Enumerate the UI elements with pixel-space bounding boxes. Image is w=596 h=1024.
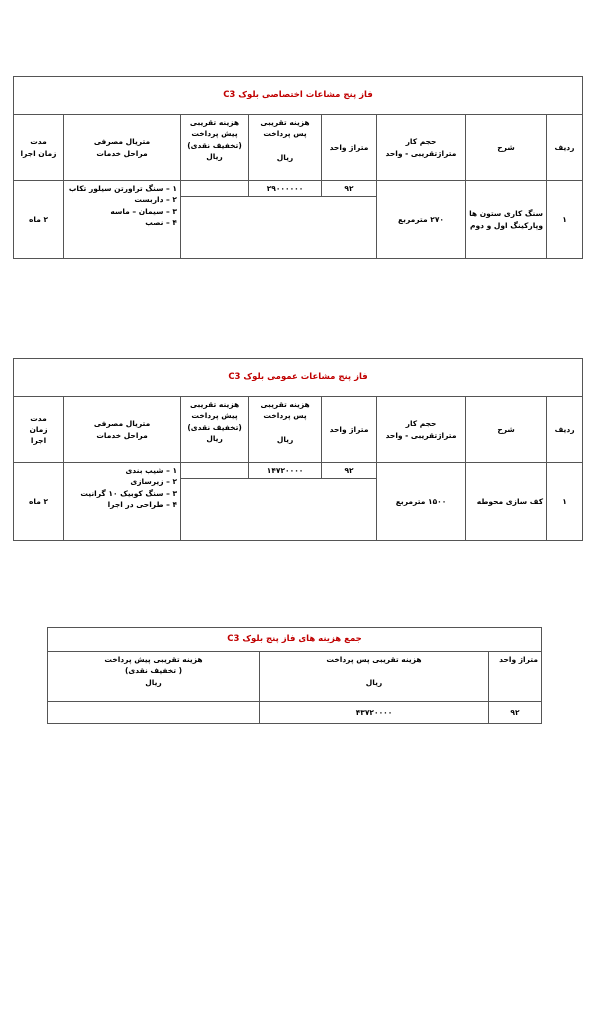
header-duration: مدت زمان اجرا xyxy=(14,115,64,181)
header-volume: حجم کار متراژتقریبی - واحد xyxy=(377,397,466,463)
row-unit-area: ۹۲ xyxy=(322,181,377,197)
header-material: متریال مصرفی مراحل خدمات xyxy=(64,115,181,181)
header-row-number: ردیف xyxy=(547,397,583,463)
list-item: ۲ – داربست xyxy=(134,195,177,205)
row-description: سنگ کاری ستون ها وپارکینگ اول و دوم xyxy=(466,181,547,259)
table2-title: فاز پنج مشاعات عمومی بلوک C3 xyxy=(14,359,583,397)
row-volume: ۱۵۰۰ مترمربع xyxy=(377,463,466,541)
row-pre-payment xyxy=(181,181,249,197)
row-empty-span xyxy=(181,479,377,541)
header-description: شرح xyxy=(466,397,547,463)
row-number: ۱ xyxy=(547,181,583,259)
row-unit-area: ۹۲ xyxy=(489,702,542,724)
list-item: ۱ – سنگ تراورتن سیلور تکاب xyxy=(68,184,177,193)
header-post-payment: هزینه تقریبی پس پرداخت ریال xyxy=(249,397,322,463)
header-pre-payment: هزینه تقریبی پیش پرداخت ( تخفیف نقدی) ریال xyxy=(48,652,260,702)
row-post-payment: ۴۳۷۲۰۰۰۰ xyxy=(260,702,489,724)
row-empty-span xyxy=(181,197,377,259)
header-pre-payment: هزینه تقریبی پیش پرداخت (تخفیف نقدی) ریال xyxy=(181,397,249,463)
row-pre-payment xyxy=(48,702,260,724)
header-unit-area: متراژ واحد xyxy=(322,397,377,463)
header-description: شرح xyxy=(466,115,547,181)
row-post-payment: ۲۹۰۰۰۰۰۰ xyxy=(249,181,322,197)
row-post-payment: ۱۴۷۲۰۰۰۰ xyxy=(249,463,322,479)
header-material: متریال مصرفی مراحل خدمات xyxy=(64,397,181,463)
list-item: ۲ – زیرسازی xyxy=(130,477,178,487)
table3-title: جمع هزینه های فاز پنج بلوک C3 xyxy=(48,628,542,652)
list-item: ۴ – طراحی در اجرا xyxy=(107,499,178,509)
list-item: ۱ – شیب بندی xyxy=(125,466,178,475)
row-description: کف سازی محوطه xyxy=(466,463,547,541)
row-duration: ۲ ماه xyxy=(14,463,64,541)
header-row-number: ردیف xyxy=(547,115,583,181)
specific-common-areas-table xyxy=(13,76,583,259)
header-unit-area: متراژ واحد xyxy=(489,652,542,702)
header-volume: حجم کار متراژتقریبی - واحد xyxy=(377,115,466,181)
row-number: ۱ xyxy=(547,463,583,541)
row-unit-area: ۹۲ xyxy=(322,463,377,479)
header-duration: مدت زمان اجرا xyxy=(14,397,64,463)
list-item: ۳ – سنگ کوبیک ۱۰ گرانیت xyxy=(80,488,178,498)
list-item: ۳ – سیمان – ماسه xyxy=(110,206,177,216)
phase-total-cost-table xyxy=(47,627,542,724)
general-common-areas-table xyxy=(13,358,583,541)
header-post-payment: هزینه تقریبی پس پرداخت ریال xyxy=(249,115,322,181)
row-duration: ۲ ماه xyxy=(14,181,64,259)
header-unit-area: متراژ واحد xyxy=(322,115,377,181)
table1-title: فاز پنج مشاعات اختصاصی بلوک C3 xyxy=(14,77,583,115)
row-volume: ۲۷۰ مترمربع xyxy=(377,181,466,259)
header-post-payment: هزینه تقریبی پس پرداخت ریال xyxy=(260,652,489,702)
header-pre-payment: هزینه تقریبی پیش پرداخت (تخفیف نقدی) ریال xyxy=(181,115,249,181)
list-item: ۴ – نصب xyxy=(145,217,177,227)
row-materials xyxy=(64,181,181,259)
row-materials xyxy=(64,463,181,541)
row-pre-payment xyxy=(181,463,249,479)
